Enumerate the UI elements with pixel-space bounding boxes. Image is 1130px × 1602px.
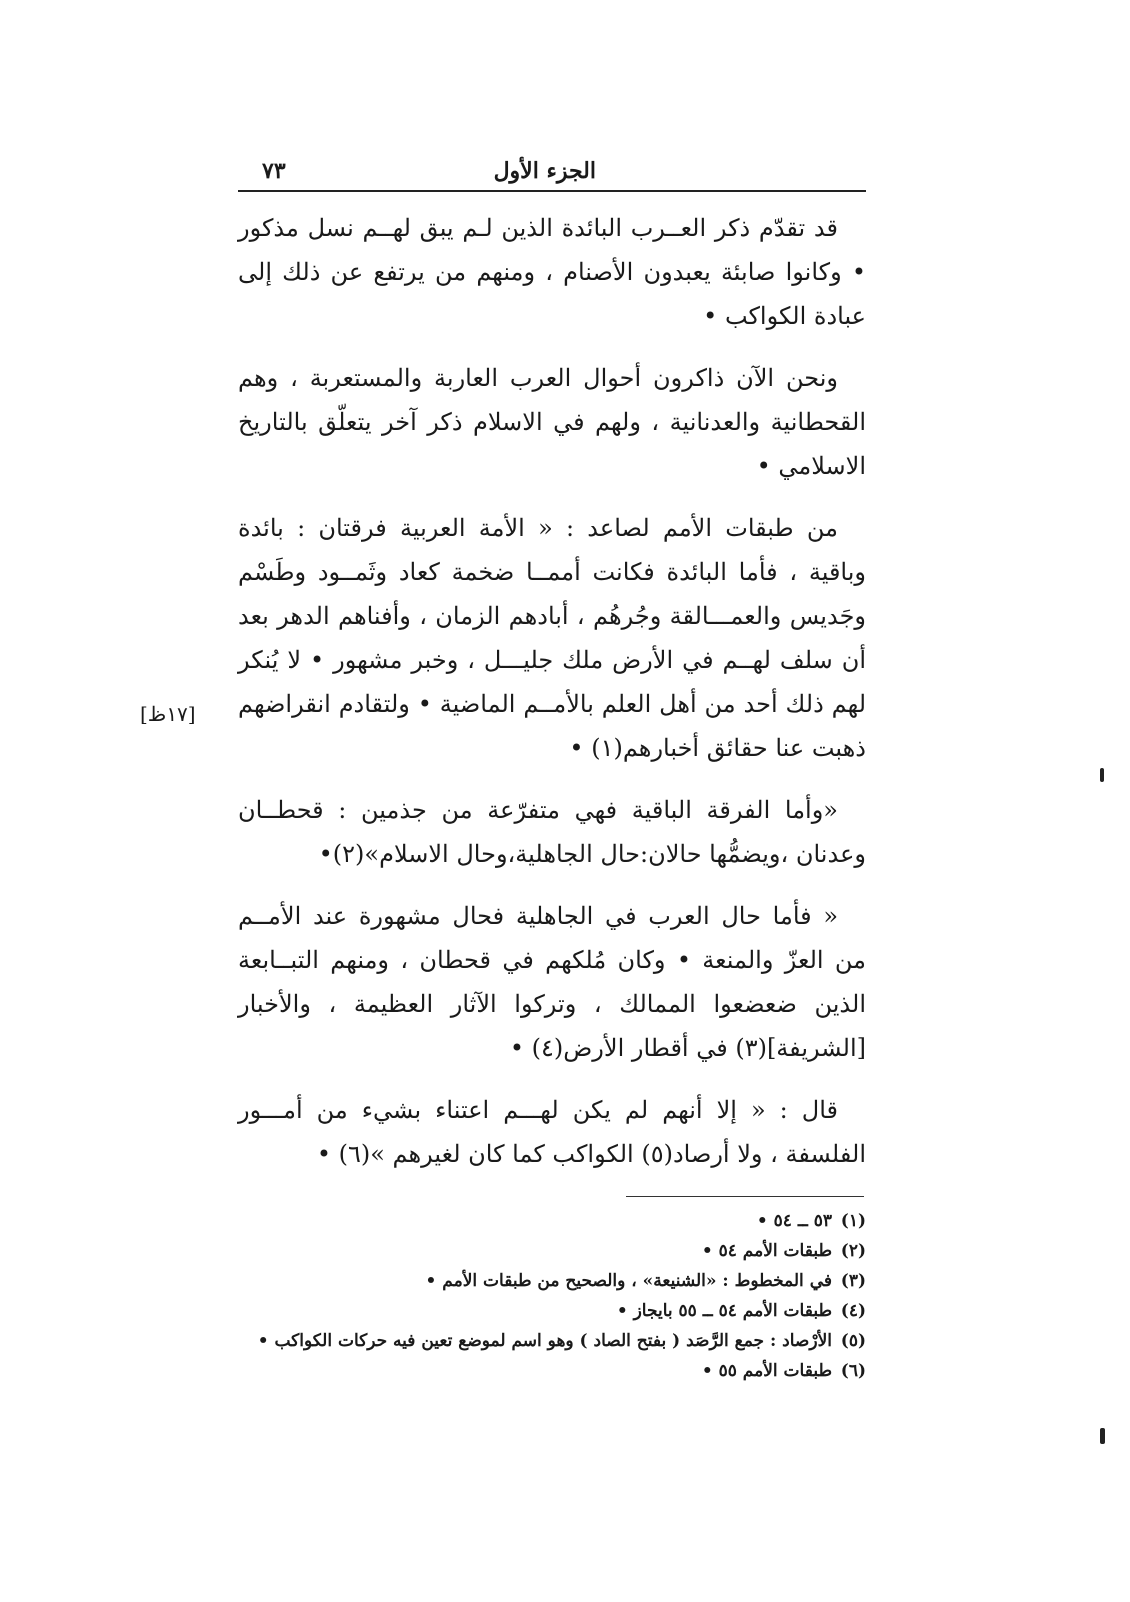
manuscript-folio-note: [١٧ظ] <box>140 702 196 726</box>
paragraph-3: من طبقات الأمم لصاعد : « الأمة العربية فرقتان : بائدة وباقية ، فأما البائدة فكانت أممــا ضخمة كعاد وثَمــود وطَسْم وجَديس والعمـــالقة وجُرهُم ، أبادهم الزمان ، وأفناهم الدهر بعد أن سلف لهــم في الأرض ملك جليـــل ، وخبر مشهور • لا يُنكر لهم ذلك أحد من أهل العلم بالأمــم الماضية • ولتقادم انقراضهم ذهبت عنا حقائق أخبارهم(١) • <box>238 514 867 762</box>
header-title: الجزء الأول <box>493 158 596 184</box>
footnote-text: الأرْصاد : جمع الرَّصَد ( بفتح الصاد ) وهو اسم لموضع تعين فيه حركات الكواكب • <box>257 1331 832 1351</box>
footnote-3 <box>238 1266 866 1296</box>
footnote-divider <box>626 1196 864 1197</box>
footnote-1 <box>238 1206 866 1236</box>
paragraph-1: قد تقدّم ذكر العــرب البائدة الذين لـم يبق لهــم نسل مذكور • وكانوا صابئة يعبدون الأصنام ، ومنهم من يرتفع عن ذلك إلى عبادة الكواكب • <box>238 214 866 330</box>
scan-edge-mark <box>1100 768 1104 782</box>
footnotes <box>238 1206 866 1386</box>
footnote-text: طبقات الأمم ٥٤ ــ ٥٥ بايجاز • <box>616 1301 832 1321</box>
footnote-number: (٢) <box>840 1241 866 1261</box>
paragraph-5: « فأما حال العرب في الجاهلية فحال مشهورة عند الأمــم من العزّ والمنعة • وكان مُلكهم في قحطان ، ومنهم التبــابعة الذين ضعضعوا الممالك ، وتركوا الآثار العظيمة ، والأخبار [الشريفة](٣) في أقطار الأرض(٤) • <box>238 902 866 1062</box>
footnote-2 <box>238 1236 866 1266</box>
footnote-text: في المخطوط : «الشنيعة» ، والصحيح من طبقات الأمم • <box>425 1271 832 1291</box>
footnote-text: طبقات الأمم ٥٥ • <box>701 1361 832 1381</box>
scan-edge-mark <box>1100 1428 1105 1444</box>
footnote-text: طبقات الأمم ٥٤ • <box>701 1241 832 1261</box>
paragraph-4: «وأما الفرقة الباقية فهي متفرّعة من جذمين : قحطــان وعدنان ،ويضمُّها حالان:حال الجاهلية،وحال الاسلام»(٢)• <box>238 796 866 868</box>
footnote-text: ٥٣ ــ ٥٤ • <box>756 1211 832 1231</box>
footnote-number: (٦) <box>840 1361 866 1381</box>
footnote-number: (٤) <box>840 1301 866 1321</box>
running-header <box>238 150 866 192</box>
paragraph-6: قال : « إلا أنهم لم يكن لهـــم اعتناء بشيء من أمـــور الفلسفة ، ولا أرصاد(٥) الكواكب كما كان لغيرهم »(٦) • <box>238 1096 866 1168</box>
footnote-number: (٣) <box>840 1271 866 1291</box>
page-number: ٧٣ <box>262 158 286 184</box>
paragraph-2: ونحن الآن ذاكرون أحوال العرب العاربة والمستعربة ، وهم القحطانية والعدنانية ، ولهم في الاسلام ذكر آخر يتعلّق بالتاريخ الاسلامي • <box>238 364 866 480</box>
footnote-5 <box>238 1326 866 1356</box>
footnote-6 <box>238 1356 866 1386</box>
main-text <box>238 206 866 1194</box>
footnote-number: (٥) <box>840 1331 866 1351</box>
footnote-4 <box>238 1296 866 1326</box>
footnote-number: (١) <box>840 1211 866 1231</box>
